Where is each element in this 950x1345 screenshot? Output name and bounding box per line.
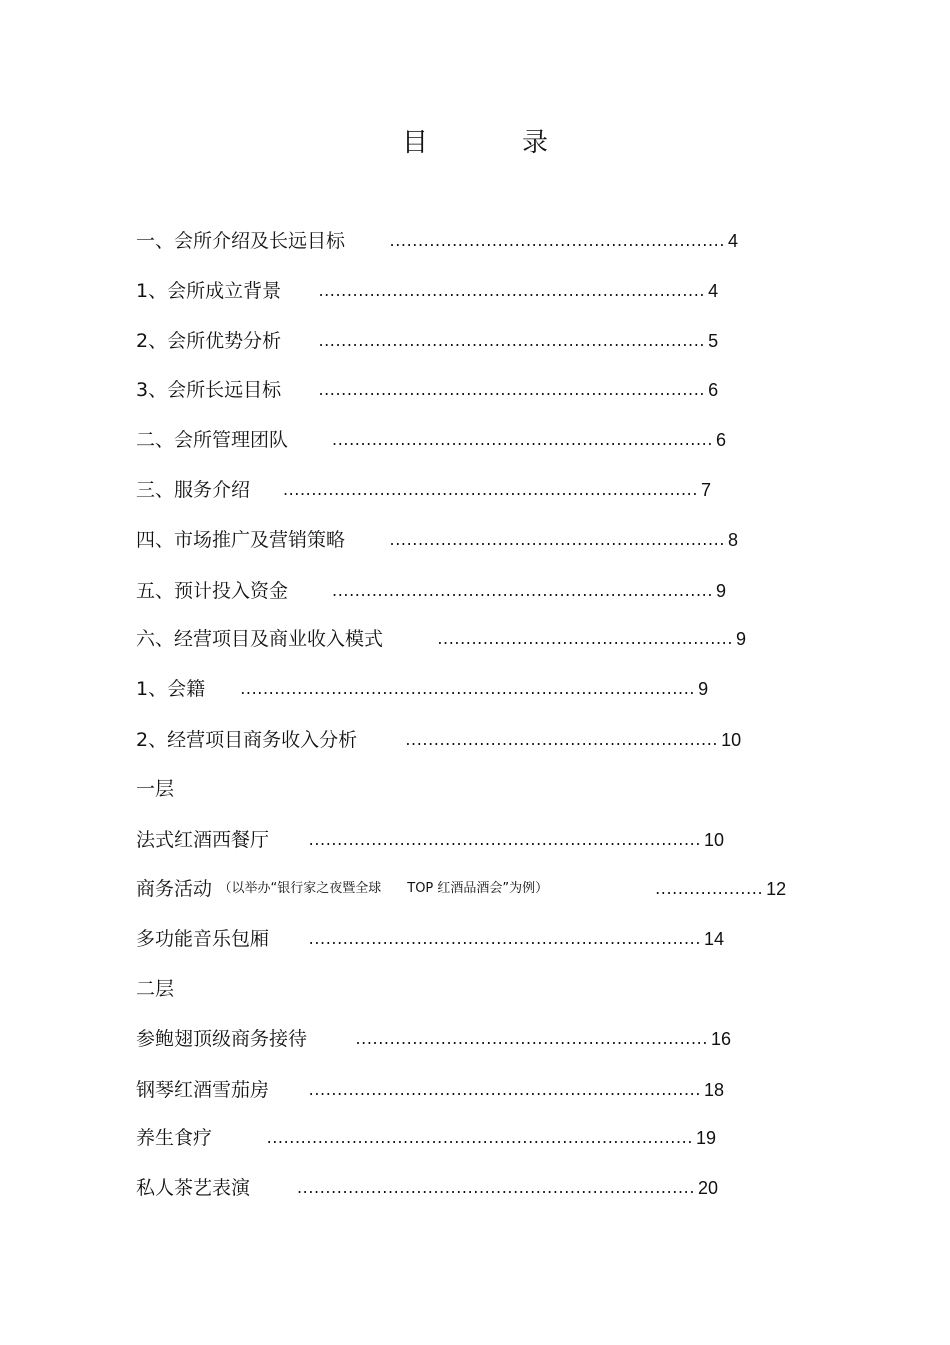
toc-page-number: 16 [711,1029,732,1049]
toc-leader-dots: ........................................................... [389,231,726,250]
toc-entry-label: 三、服务介绍 [136,479,251,501]
toc-page-number: 8 [728,530,739,550]
toc-leader-dots: .............................................................. [355,1029,709,1048]
toc-entry-label: 钢琴红酒雪茄房 [136,1079,270,1101]
toc-leader-dots: ................................................................... [332,581,714,600]
toc-entry-label: 法式红酒西餐厅 [136,829,270,851]
toc-leader-dots: ........................................................................... [266,1128,694,1147]
toc-page-number: 10 [721,730,742,750]
toc-page-number: 12 [766,879,787,899]
toc-leader-dots: .................................................................... [318,380,706,399]
toc-entry-label: 1、会所成立背景 [136,280,282,302]
toc-page-number: 5 [708,331,719,351]
toc-page-number: 6 [708,380,719,400]
toc-page-number: 4 [708,281,719,301]
toc-page-number: 9 [698,679,709,699]
toc-leader-dots: .................................................................... [318,281,706,300]
toc-page-number: 4 [728,231,739,251]
toc-leader-dots: ..................................................................... [308,1080,702,1099]
toc-page-number: 9 [736,629,747,649]
toc-entry-label: 六、经营项目及商业收入模式 [136,628,384,650]
toc-entry-label: 参鲍翅顶级商务接待 [136,1028,308,1050]
toc-leader-dots: .................................................................... [318,331,706,350]
toc-page-number: 10 [704,830,725,850]
toc-leader-dots: .................................................... [437,629,734,648]
toc-leader-dots: ...................................................................... [297,1178,696,1197]
toc-entry-label: 五、预计投入资金 [136,580,289,602]
toc-entry-note: （以举办“银行家之夜暨全球 TOP 红酒品酒会”为例） [212,881,549,896]
toc-leader-dots: ....................................................... [405,730,719,749]
toc-leader-dots: ......................................................................... [282,480,699,499]
toc-entry[interactable] [136,376,718,404]
toc-page-number: 9 [716,581,727,601]
toc-entry-label: 商务活动 [136,878,213,900]
toc-entry[interactable] [136,925,724,953]
toc-entry[interactable] [136,526,738,554]
toc-entry[interactable] [136,426,726,454]
toc-entry[interactable] [136,1174,718,1202]
toc-entry[interactable] [136,625,746,653]
toc-entry[interactable] [136,1076,724,1104]
section-heading: 二层 [136,978,175,1000]
toc-entry[interactable] [136,476,711,504]
toc-entry-label: 二、会所管理团队 [136,429,289,451]
section-heading: 一层 [136,778,175,800]
toc-entry[interactable] [136,675,708,703]
toc-entry[interactable] [136,875,786,903]
toc-entry-label: 多功能音乐包厢 [136,928,270,950]
toc-page-number: 7 [701,480,712,500]
toc-page-number: 20 [698,1178,719,1198]
toc-entry[interactable] [136,1025,731,1053]
toc-entry-label: 2、会所优势分析 [136,330,282,352]
toc-leader-dots: ..................................................................... [308,929,702,948]
toc-entry-label: 2、经营项目商务收入分析 [136,729,358,751]
toc-entry-label: 一、会所介绍及长远目标 [136,230,346,252]
toc-entry[interactable] [136,577,726,605]
toc-page-number: 14 [704,929,725,949]
toc-entry[interactable] [136,726,741,754]
toc-page-number: 19 [696,1128,717,1148]
toc-page-number: 6 [716,430,727,450]
toc-entry-label: 3、会所长远目标 [136,379,282,401]
toc-page-number: 18 [704,1080,725,1100]
toc-leader-dots: ........................................................... [389,530,726,549]
toc-leader-dots: ................... [655,879,764,898]
toc-entry-label: 1、会籍 [136,678,206,700]
toc-leader-dots: ................................................................................ [240,679,696,698]
toc-title: 目 录 [401,128,582,158]
toc-entry[interactable] [136,277,718,305]
toc-entry[interactable] [136,227,738,255]
toc-entry[interactable] [136,327,718,355]
toc-entry-label: 四、市场推广及营销策略 [136,529,346,551]
toc-entry[interactable] [136,1124,716,1152]
toc-leader-dots: ..................................................................... [308,830,702,849]
toc-entry-label: 养生食疗 [136,1127,213,1149]
toc-entry-label: 私人茶艺表演 [136,1177,251,1199]
toc-entry[interactable] [136,826,724,854]
toc-leader-dots: ................................................................... [332,430,714,449]
